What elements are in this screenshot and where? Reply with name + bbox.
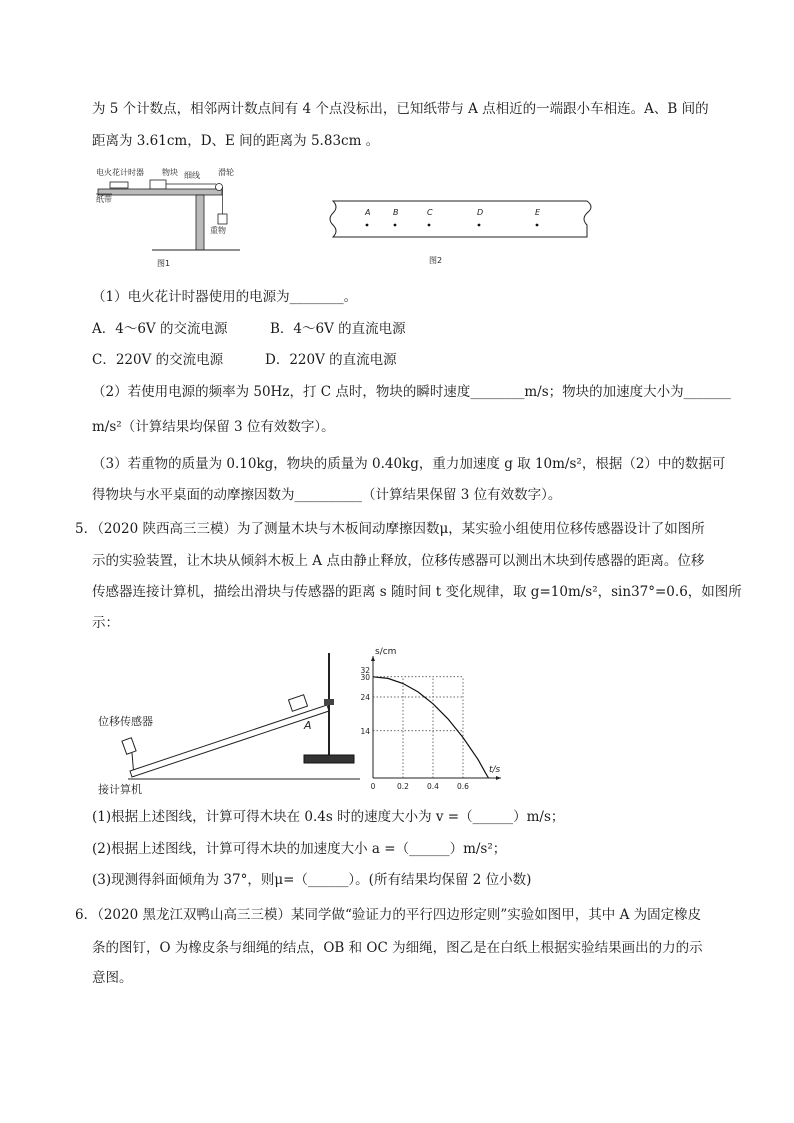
y-tick-label-2: 30 — [360, 672, 370, 682]
q6-line-1: 6．（2020 黑龙江双鸭山高三三模）某同学做“验证力的平行四边形定则”实验如图甲，其中 A 为固定橡皮 — [75, 907, 702, 923]
q4-option-B: B．4～6V 的直流电源 — [270, 321, 406, 337]
x-axis-label: t/s — [489, 765, 501, 775]
q5-line-4: 示： — [92, 615, 119, 631]
tape-dot-B — [394, 224, 397, 227]
tape-dot-D — [478, 224, 481, 227]
y-tick-label-3: 32 — [360, 666, 370, 675]
pulley — [216, 184, 223, 191]
q4-part3-line2: 得物块与水平桌面的动摩擦因数为__________（计算结果保留 3 位有效数字）。 — [92, 487, 562, 503]
q5-apparatus-figure — [92, 645, 362, 805]
sensor-box — [122, 738, 136, 755]
q4-option-C: C．220V 的交流电源 — [92, 352, 224, 368]
table-leg — [196, 195, 204, 250]
q5-sub2: (2)根据上述图线，计算可得木块的加速度大小 a =（______）m/s²； — [92, 841, 507, 857]
fig1-label-block: 物块 — [162, 168, 178, 177]
fig1-label-string: 细线 — [184, 171, 200, 180]
y-tick-label-0: 14 — [360, 726, 370, 736]
q6-line-2: 条的图钉，O 为橡皮条与细绳的结点，OB 和 OC 为细绳，图乙是在白纸上根据实验结果画出的力的示 — [92, 940, 703, 956]
y-axis-label: s/cm — [375, 647, 397, 657]
label-computer: 接计算机 — [98, 783, 142, 796]
q4-part2-line1: （2）若使用电源的频率为 50Hz，打 C 点时，物块的瞬时速度________m/s；物块的加速度大小为_______ — [92, 384, 731, 400]
figure-1-apparatus — [92, 162, 242, 272]
x-tick-label-3: 0.6 — [457, 782, 469, 791]
fig1-caption: 图1 — [157, 259, 171, 268]
fig1-label-timer: 电火花计时器 — [96, 168, 144, 177]
q4-part3-line1: （3）若重物的质量为 0.10kg，物块的质量为 0.40kg，重力加速度 g 取 10m/s²，根据（2）中的数据可 — [92, 456, 726, 472]
q6-line-3: 意图。 — [92, 970, 133, 986]
s-t-chart — [355, 640, 505, 800]
tape-label-B: B — [393, 208, 399, 217]
label-A: A — [304, 719, 312, 732]
figure-2-tape — [325, 195, 600, 275]
q4-option-D: D．220V 的直流电源 — [265, 352, 397, 368]
tape-dot-C — [428, 224, 431, 227]
label-sensor: 位移传感器 — [98, 715, 153, 728]
intro-line-1: 为 5 个计数点，相邻两计数点间有 4 个点没标出，已知纸带与 A 点相近的一端跟小车相连。A、B 间的 — [92, 101, 709, 117]
q5-line-2: 示的实验装置，让木块从倾斜木板上 A 点由静止释放，位移传感器可以测出木块到传感器的距离。位移 — [92, 553, 705, 569]
wooden-block — [288, 695, 307, 712]
x-tick-label-2: 0.4 — [427, 782, 439, 791]
tape-label-E: E — [535, 208, 541, 217]
timer-body — [110, 182, 128, 188]
stand-base — [304, 755, 354, 763]
stand-clamp — [324, 699, 334, 705]
fig1-label-pulley: 滑轮 — [218, 168, 234, 177]
x-axis-arrow — [496, 776, 501, 780]
fig2-caption: 图2 — [429, 256, 443, 265]
s-t-curve — [373, 677, 489, 778]
x-tick-label-0: 0 — [370, 782, 376, 791]
q4-part1: （1）电火花计时器使用的电源为________。 — [92, 289, 358, 305]
tape-dot-A — [366, 224, 369, 227]
block — [150, 180, 166, 189]
tape-label-C: C — [427, 208, 433, 217]
q5-sub3: (3)现测得斜面倾角为 37°，则μ=（______）。(所有结果均保留 2 位小数) — [92, 872, 532, 888]
tape-label-A: A — [365, 208, 371, 217]
q5-sub1: (1)根据上述图线，计算可得木块在 0.4s 时的速度大小为 v =（______）m/s； — [92, 809, 565, 825]
table-top — [98, 189, 222, 195]
x-tick-label-1: 0.2 — [397, 782, 409, 791]
fig1-label-tape: 纸带 — [96, 195, 112, 204]
tape-label-D: D — [477, 208, 484, 217]
tape-outline — [330, 201, 591, 237]
intro-line-2: 距离为 3.61cm，D、E 间的距离为 5.83cm 。 — [92, 133, 380, 149]
y-tick-label-1: 24 — [360, 693, 370, 702]
q5-line-3: 传感器连接计算机，描绘出滑块与传感器的距离 s 随时间 t 变化规律，取 g=10m/s²，sin37°=0.6，如图所 — [92, 584, 742, 600]
incline-board — [130, 705, 329, 777]
tape-dot-E — [536, 224, 539, 227]
q4-option-A: A．4～6V 的交流电源 — [92, 321, 228, 337]
q4-part2-line2: m/s²（计算结果均保留 3 位有效数字）。 — [92, 419, 335, 435]
fig1-label-weight: 重物 — [210, 226, 226, 235]
weight — [218, 214, 227, 224]
q5-line-1: 5．（2020 陕西高三三模）为了测量木块与木板间动摩擦因数μ，某实验小组使用位移传感器设计了如图所 — [75, 521, 705, 537]
